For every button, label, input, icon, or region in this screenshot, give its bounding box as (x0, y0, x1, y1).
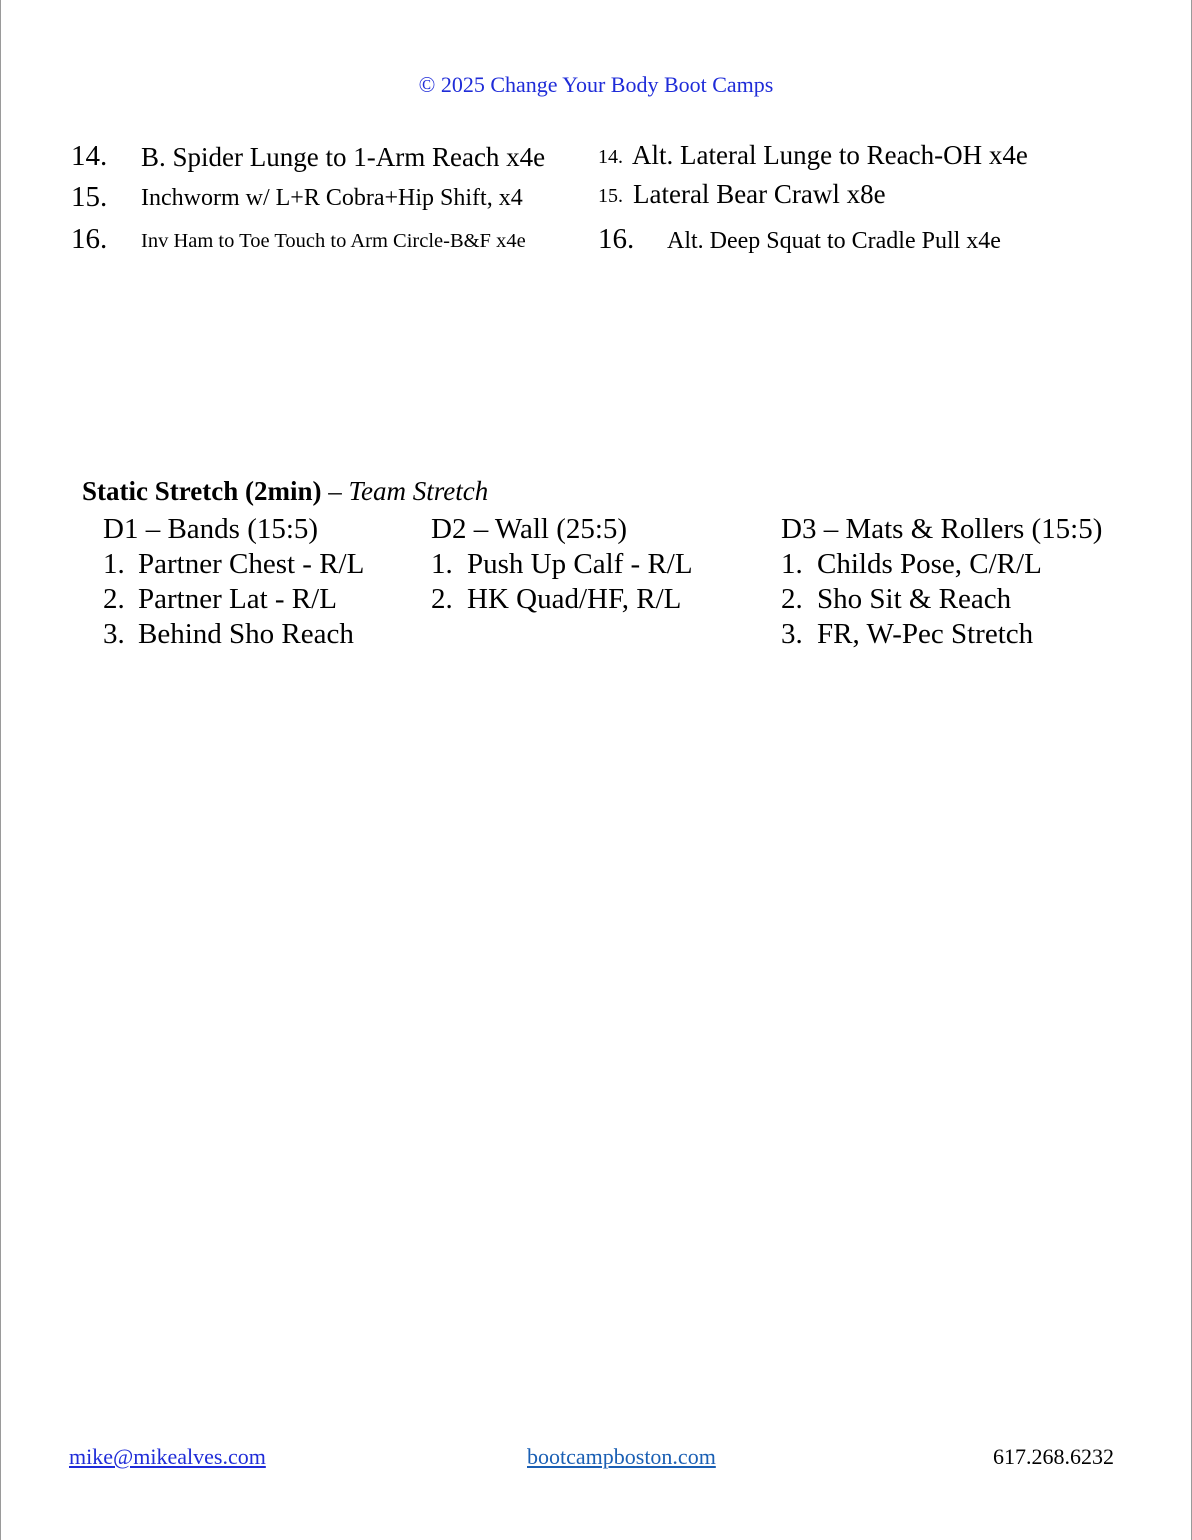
stretch-subtitle: Team Stretch (348, 476, 489, 506)
right-item-text: Alt. Lateral Lunge to Reach-OH x4e (632, 140, 1028, 170)
d2-heading: D2 – Wall (25:5) (431, 513, 628, 545)
d3-item-number: 3. (781, 618, 803, 650)
phone-number: 617.268.6232 (993, 1444, 1114, 1469)
stretch-heading (82, 476, 488, 507)
d2-item-text: HK Quad/HF, R/L (467, 583, 682, 615)
left-item-text: B. Spider Lunge to 1-Arm Reach x4e (141, 142, 546, 172)
left-item-text: Inv Ham to Toe Touch to Arm Circle-B&F x4e (141, 230, 526, 252)
left-item-number: 14. (71, 140, 108, 172)
d2-item-number: 2. (431, 583, 453, 615)
website-link[interactable]: bootcampboston.com (527, 1444, 716, 1469)
right-item-text: Alt. Deep Squat to Cradle Pull x4e (667, 228, 1001, 254)
right-item-number: 15. (598, 185, 623, 207)
d2-item-text: Push Up Calf - R/L (467, 548, 693, 580)
d1-item-number: 1. (103, 548, 125, 580)
right-item-number: 14. (598, 146, 623, 168)
d3-item-text: FR, W-Pec Stretch (817, 618, 1034, 650)
left-item-text: Inchworm w/ L+R Cobra+Hip Shift, x4 (141, 185, 523, 211)
d1-item-text: Partner Lat - R/L (138, 583, 337, 615)
page-border-left (0, 0, 1, 1540)
d1-heading: D1 – Bands (15:5) (103, 513, 319, 545)
left-item-number: 15. (71, 181, 108, 213)
stretch-dash: – (321, 476, 349, 506)
d1-item-number: 2. (103, 583, 125, 615)
email-link[interactable]: mike@mikealves.com (69, 1444, 266, 1469)
d3-item-text: Childs Pose, C/R/L (817, 548, 1042, 580)
left-item-number: 16. (71, 223, 108, 255)
d3-heading: D3 – Mats & Rollers (15:5) (781, 513, 1103, 545)
copyright-header: © 2025 Change Your Body Boot Camps (418, 72, 774, 97)
d1-item-number: 3. (103, 618, 125, 650)
d2-item-number: 1. (431, 548, 453, 580)
d3-item-number: 1. (781, 548, 803, 580)
d1-item-text: Behind Sho Reach (138, 618, 354, 650)
d1-item-text: Partner Chest - R/L (138, 548, 365, 580)
stretch-title: Static Stretch (2min) (82, 476, 322, 506)
d3-item-number: 2. (781, 583, 803, 615)
right-item-number: 16. (598, 223, 635, 255)
d3-item-text: Sho Sit & Reach (817, 583, 1012, 615)
right-item-text: Lateral Bear Crawl x8e (633, 179, 886, 209)
